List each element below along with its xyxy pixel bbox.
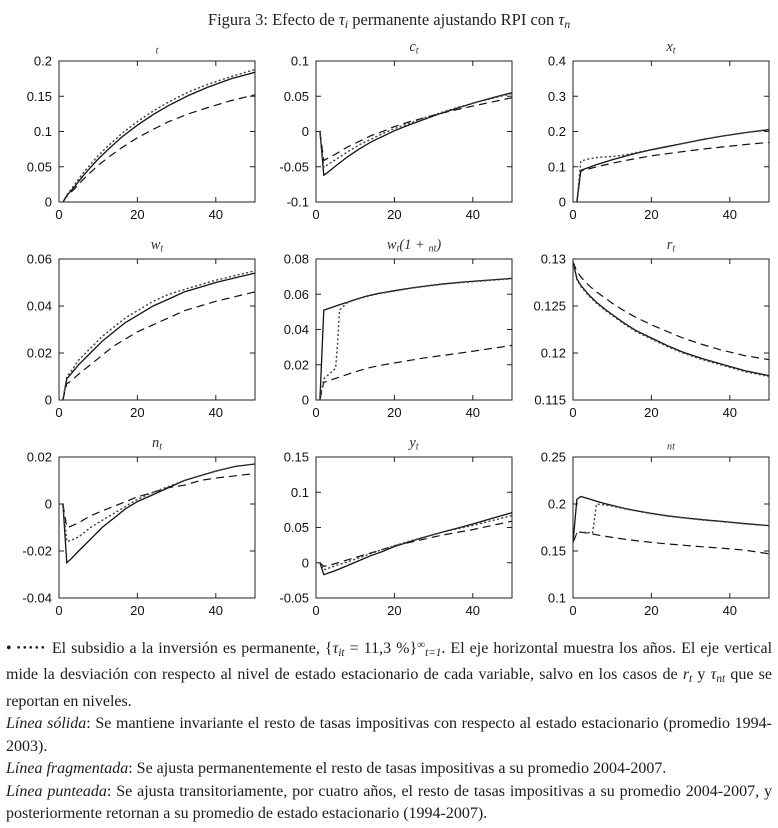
y-tick-label: 0.08: [283, 254, 309, 267]
text-segment: : Se mantiene invariante el resto de tasas impositivas con respecto al estado estacionario (promedio 1994-2003).: [6, 715, 772, 755]
series-solida: [320, 93, 512, 176]
y-tick-label: 0.02: [26, 345, 52, 361]
x-tick-label: 40: [722, 207, 738, 222]
text-segment: ): [436, 237, 442, 253]
subplot-rt: [519, 236, 775, 428]
chart-canvas-rt: [519, 254, 775, 428]
x-tick-label: 20: [644, 207, 659, 222]
y-tick-label: 0.1: [290, 56, 309, 69]
subplot-wt: [5, 236, 261, 428]
x-tick-label: 20: [644, 405, 659, 420]
caption-paragraph-dashed-line: [6, 758, 772, 781]
x-tick-label: 40: [465, 405, 481, 420]
text-segment: t: [160, 243, 164, 255]
y-tick-label: 0.05: [283, 88, 309, 104]
y-tick-label: 0.1: [33, 124, 52, 139]
text-segment: t: [415, 441, 419, 453]
subplot-title: [262, 236, 512, 254]
text-segment: nt: [667, 441, 675, 453]
chart-canvas-ct: [262, 56, 518, 230]
x-tick-label: 40: [208, 603, 224, 618]
caption-paragraph-solid-line: [6, 713, 772, 758]
plot-box: [316, 61, 512, 202]
text-segment: y: [692, 666, 711, 684]
text-segment: nt: [716, 673, 726, 686]
series-punteada: [573, 262, 769, 377]
subplot-title: [5, 236, 255, 254]
y-tick-label: 0.12: [540, 345, 566, 361]
x-tick-label: 40: [465, 603, 481, 618]
subplot-xt: [519, 38, 775, 230]
x-tick-label: 40: [465, 207, 481, 222]
text-segment: Línea fragmentada: [6, 760, 129, 778]
chart-canvas-wt: [5, 254, 261, 428]
y-tick-label: 0.1: [547, 590, 566, 606]
x-tick-label: 20: [130, 207, 145, 222]
text-segment: τ: [338, 10, 345, 29]
text-segment: x: [666, 39, 673, 55]
y-tick-label: 0.115: [534, 392, 566, 408]
x-tick-label: 0: [55, 207, 63, 222]
text-segment: •: [6, 640, 17, 658]
text-segment: n: [151, 435, 160, 451]
subplot-taunt: [519, 434, 775, 626]
y-tick-label: 0.05: [283, 520, 309, 535]
y-tick-label: -0.02: [22, 543, 52, 559]
x-tick-label: 40: [208, 207, 224, 222]
text-segment: t: [415, 45, 419, 57]
plot-box: [573, 61, 769, 202]
text-segment: t: [159, 441, 163, 453]
y-tick-label: -0.05: [279, 159, 309, 175]
y-tick-label: 0.02: [283, 357, 309, 373]
subplot-t: [5, 38, 261, 230]
plot-box: [59, 61, 255, 202]
text-segment: Línea sólida: [6, 715, 87, 733]
x-tick-label: 40: [722, 603, 738, 618]
x-tick-label: 0: [569, 207, 577, 222]
chart-canvas-taunt: [519, 452, 775, 626]
y-tick-label: 0.2: [33, 56, 52, 69]
y-tick-label: -0.04: [22, 590, 52, 606]
y-tick-label: 0.2: [547, 124, 566, 139]
series-solida: [573, 497, 769, 543]
y-tick-label: 0: [44, 496, 52, 512]
series-punteada: [320, 516, 512, 570]
x-tick-label: 0: [312, 405, 320, 420]
text-segment: ∞: [417, 639, 426, 651]
text-segment: w: [150, 237, 161, 253]
chart-canvas-nt: [5, 452, 261, 626]
y-tick-label: 0.15: [26, 88, 52, 104]
subplot-title: [519, 434, 769, 452]
text-segment: = 11,3 %}: [344, 640, 418, 658]
y-tick-label: 0.04: [26, 298, 52, 314]
x-tick-label: 0: [312, 603, 320, 618]
text-segment: Figura 3: Efecto de: [207, 10, 339, 29]
series-punteada: [63, 271, 255, 400]
y-tick-label: 0.04: [283, 322, 309, 337]
series-fragmentada: [573, 532, 769, 554]
x-tick-label: 40: [722, 405, 738, 420]
text-segment: . El eje horizontal muestra los años. El eje vertical mide la desviación con respecto al nivel de estado estacionario de cada variable, salvo en los casos de: [6, 640, 773, 684]
series-solida: [573, 262, 769, 376]
x-tick-label: 40: [208, 405, 224, 420]
text-segment: τ: [710, 666, 717, 684]
subplot-title: [5, 38, 255, 56]
text-segment: w: [386, 237, 397, 253]
caption-paragraph-notes: [6, 634, 772, 713]
series-punteada: [63, 464, 255, 542]
figure-caption: [6, 634, 772, 826]
text-segment: t: [155, 45, 159, 57]
plot-box: [59, 457, 255, 598]
series-solida: [63, 72, 255, 202]
text-segment: it: [338, 646, 345, 659]
x-tick-label: 0: [55, 405, 63, 420]
y-tick-label: 0.25: [540, 452, 566, 465]
caption-paragraph-dotted-line: [6, 781, 772, 826]
series-punteada: [577, 129, 769, 202]
y-tick-label: 0: [301, 392, 309, 408]
chart-canvas-t: [5, 56, 261, 230]
series-punteada: [320, 279, 512, 400]
y-tick-label: 0: [44, 392, 52, 408]
x-tick-label: 20: [387, 603, 402, 618]
plot-box: [316, 457, 512, 598]
y-tick-label: 0.06: [26, 254, 52, 267]
text-segment: nt: [428, 243, 437, 255]
text-segment: y: [409, 435, 416, 451]
series-solida: [63, 273, 255, 400]
text-segment: c: [409, 39, 416, 55]
text-segment: i: [344, 18, 349, 31]
text-segment: •••••: [16, 642, 47, 655]
y-tick-label: 0.15: [540, 543, 566, 559]
text-segment: t: [672, 45, 676, 57]
text-segment: que se reportan en niveles.: [6, 666, 773, 710]
y-tick-label: 0.05: [26, 159, 52, 175]
chart-canvas-xt: [519, 56, 775, 230]
figure-page: [0, 10, 778, 828]
y-tick-label: -0.1: [286, 194, 309, 210]
x-tick-label: 20: [644, 603, 659, 618]
chart-canvas-wt-1-plus-taunt: [262, 254, 518, 428]
subplot-title: [262, 38, 512, 56]
text-segment: permanente ajustando RPI con: [348, 10, 559, 29]
y-tick-label: 0.125: [533, 298, 566, 314]
chart-canvas-yt: [262, 452, 518, 626]
y-tick-label: 0.15: [283, 452, 309, 465]
text-segment: τ: [558, 10, 565, 29]
text-segment: t: [689, 673, 693, 686]
y-tick-label: 0.13: [540, 254, 566, 267]
x-tick-label: 20: [387, 405, 402, 420]
y-tick-label: 0.06: [283, 286, 309, 302]
subplot-nt: [5, 434, 261, 626]
y-tick-label: 0.3: [547, 88, 566, 104]
text-segment: Línea punteada: [6, 782, 107, 800]
y-tick-label: 0.2: [547, 496, 566, 512]
figure-title: [0, 10, 778, 36]
series-fragmentada: [320, 521, 512, 566]
subplot-title: [519, 236, 769, 254]
x-tick-label: 20: [130, 603, 145, 618]
series-fragmentada: [63, 292, 255, 400]
subplot-title: [262, 434, 512, 452]
series-fragmentada: [577, 142, 769, 202]
y-tick-label: 0: [301, 555, 309, 571]
text-segment: t: [672, 243, 676, 255]
y-tick-label: 0.1: [290, 484, 309, 500]
plot-box: [573, 259, 769, 400]
text-segment: : Se ajusta permanentemente el resto de tasas impositivas a su promedio 2004-2007.: [128, 760, 667, 778]
series-punteada: [63, 70, 255, 203]
text-segment: (1 +: [399, 237, 429, 253]
x-tick-label: 20: [130, 405, 145, 420]
text-segment: El subsidio a la inversión es permanente, {: [46, 640, 333, 658]
subplot-wt-1-plus-taunt: [262, 236, 518, 428]
series-solida: [63, 464, 255, 563]
y-tick-label: -0.05: [279, 590, 309, 606]
y-tick-label: 0: [301, 124, 309, 139]
y-tick-label: 0: [44, 194, 52, 210]
series-fragmentada: [320, 345, 512, 400]
y-tick-label: 0.4: [547, 56, 566, 69]
x-tick-label: 0: [569, 603, 577, 618]
y-tick-label: 0.1: [547, 159, 566, 175]
text-segment: n: [564, 18, 571, 31]
x-tick-label: 0: [312, 207, 320, 222]
subplot-title: [519, 38, 769, 56]
plot-box: [573, 457, 769, 598]
x-tick-label: 20: [387, 207, 402, 222]
y-tick-label: 0: [558, 194, 566, 210]
subplot-title: [5, 434, 255, 452]
text-segment: r: [666, 237, 673, 253]
y-tick-label: 0.02: [26, 452, 52, 465]
series-solida: [577, 130, 769, 202]
subplot-yt: [262, 434, 518, 626]
text-segment: : Se ajusta transitoriamente, por cuatro años, el resto de tasas impositivas a su promedio 2004-2007, y posteriormente retornan a su promedio de estado estacionario (1994-2007).: [6, 782, 773, 823]
series-fragmentada: [573, 262, 769, 360]
text-segment: τ: [332, 640, 339, 658]
text-segment: t=1: [425, 646, 442, 659]
series-fragmentada: [63, 474, 255, 528]
text-segment: r: [682, 666, 690, 684]
x-tick-label: 0: [55, 603, 63, 618]
x-tick-label: 0: [569, 405, 577, 420]
series-solida: [320, 513, 512, 575]
subplot-ct: [262, 38, 518, 230]
subplot-grid: [0, 38, 778, 626]
series-solida: [320, 278, 512, 400]
text-segment: t: [396, 243, 400, 255]
